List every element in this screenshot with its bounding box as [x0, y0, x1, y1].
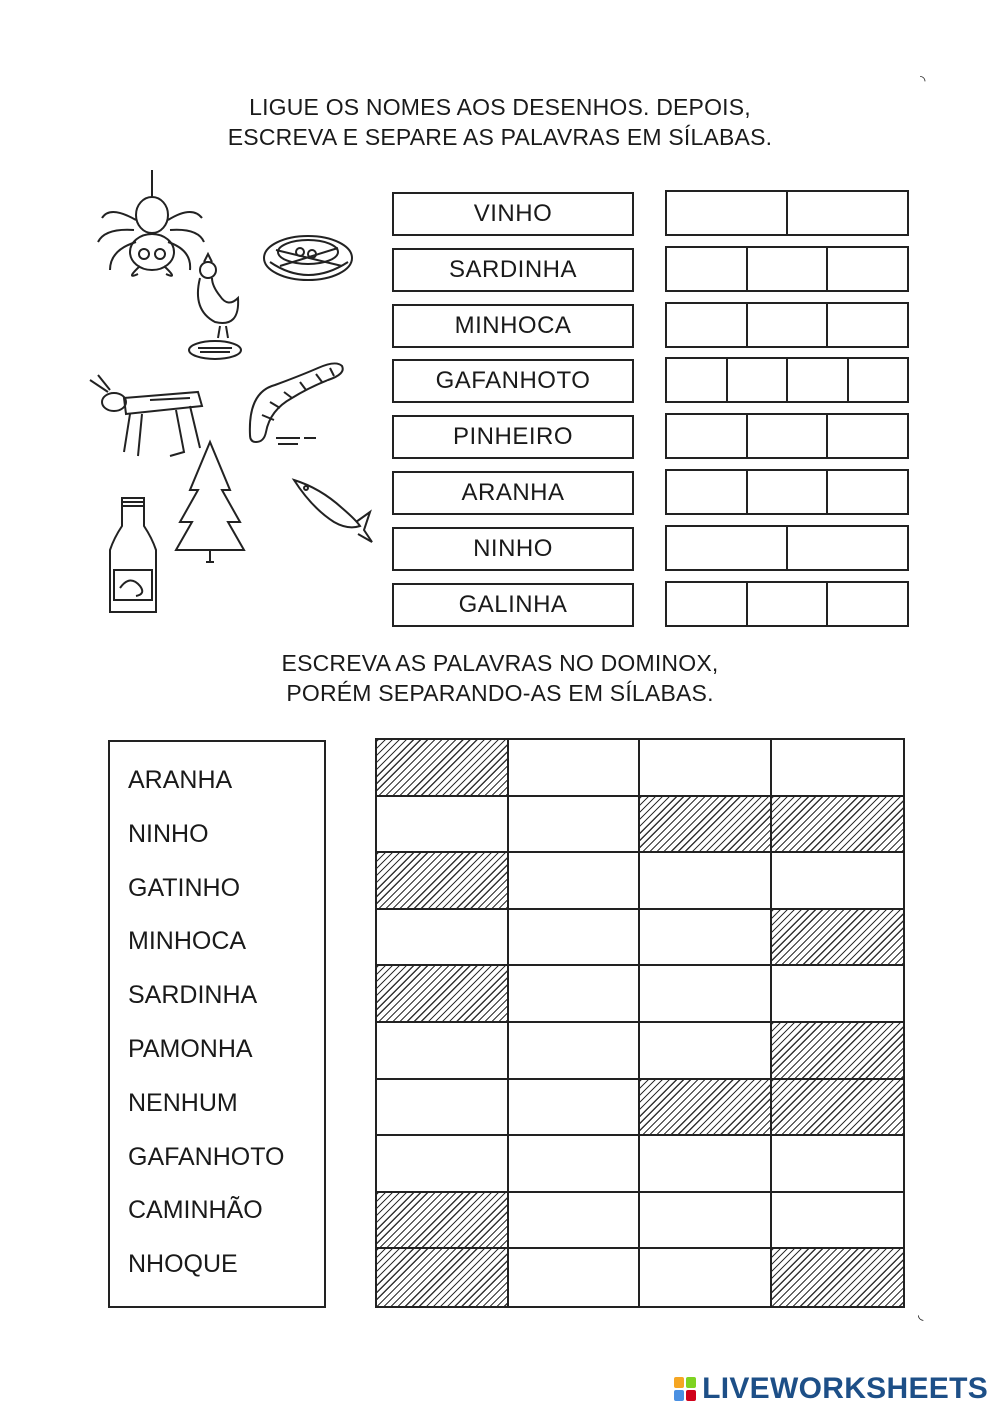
- syllable-input-cell[interactable]: [667, 304, 748, 346]
- syllable-input-cell[interactable]: [788, 359, 849, 401]
- list-item: PAMONHA: [128, 1034, 253, 1063]
- syllable-input-cell[interactable]: [667, 415, 748, 457]
- syllable-input-cell[interactable]: [828, 248, 907, 290]
- grid-input-cell[interactable]: [377, 797, 509, 854]
- syllable-row: [665, 190, 909, 236]
- list-item: ARANHA: [128, 766, 233, 794]
- logo-square: [674, 1390, 684, 1401]
- syllable-input-cell[interactable]: [828, 583, 907, 625]
- exercise-2-title-line-2: PORÉM SEPARANDO-AS EM SÍLABAS.: [286, 680, 714, 706]
- list-item: GATINHO: [128, 873, 241, 902]
- syllable-row: [665, 357, 909, 403]
- word-list: [108, 740, 326, 1308]
- word-box-vinho[interactable]: VINHO: [392, 192, 634, 236]
- word-box-gafanhoto[interactable]: GAFANHOTO: [392, 359, 634, 403]
- corner-mark-icon: ◝: [920, 72, 926, 88]
- list-item: MINHOCA: [128, 927, 247, 956]
- word-box-ninho[interactable]: NINHO: [392, 527, 634, 571]
- list-item: NINHO: [128, 819, 209, 848]
- grid-input-cell[interactable]: [640, 1136, 772, 1193]
- grid-input-cell[interactable]: [772, 966, 904, 1023]
- syllable-input-cell[interactable]: [667, 471, 748, 513]
- shaded-grid-cell: [772, 1023, 904, 1080]
- word-box-sardinha[interactable]: SARDINHA: [392, 248, 634, 292]
- grid-input-cell[interactable]: [509, 1193, 641, 1250]
- syllable-input-cell[interactable]: [728, 359, 789, 401]
- grid-input-cell[interactable]: [640, 1249, 772, 1306]
- grid-input-cell[interactable]: [509, 797, 641, 854]
- grid-input-cell[interactable]: [509, 1023, 641, 1080]
- liveworksheets-logo-icon: [674, 1377, 696, 1401]
- grid-input-cell[interactable]: [772, 853, 904, 910]
- syllable-input-cell[interactable]: [828, 304, 907, 346]
- exercise-2-title-line-1: ESCREVA AS PALAVRAS NO DOMINOX,: [281, 650, 719, 676]
- grid-input-cell[interactable]: [640, 1193, 772, 1250]
- pictures-area: [80, 170, 380, 630]
- syllable-input-cell[interactable]: [748, 415, 829, 457]
- shaded-grid-cell: [377, 740, 509, 797]
- grid-input-cell[interactable]: [509, 740, 641, 797]
- syllable-input-cell[interactable]: [667, 192, 788, 234]
- syllable-row: [665, 302, 909, 348]
- syllable-input-cell[interactable]: [748, 583, 829, 625]
- syllable-input-cell[interactable]: [748, 471, 829, 513]
- shaded-grid-cell: [772, 797, 904, 854]
- shaded-grid-cell: [640, 797, 772, 854]
- list-item: GAFANHOTO: [128, 1142, 285, 1171]
- syllable-input-cell[interactable]: [828, 471, 907, 513]
- shaded-grid-cell: [377, 853, 509, 910]
- word-box-minhoca[interactable]: MINHOCA: [392, 304, 634, 348]
- list-item: CAMINHÃO: [128, 1196, 263, 1225]
- corner-mark-icon: ◟: [918, 1306, 924, 1322]
- syllable-input-cell[interactable]: [667, 248, 748, 290]
- liveworksheets-logo: [674, 1372, 988, 1406]
- exercise-1-title: [0, 92, 1000, 152]
- grid-input-cell[interactable]: [509, 1249, 641, 1306]
- syllable-row: [665, 581, 909, 627]
- syllable-row: [665, 469, 909, 515]
- wine-bottle-icon[interactable]: [110, 498, 156, 612]
- logo-square: [686, 1377, 696, 1388]
- word-box-aranha[interactable]: ARANHA: [392, 471, 634, 515]
- shaded-grid-cell: [377, 1249, 509, 1306]
- list-item: NHOQUE: [128, 1250, 238, 1279]
- grid-input-cell[interactable]: [640, 853, 772, 910]
- grid-input-cell[interactable]: [509, 853, 641, 910]
- liveworksheets-text: LIVEWORKSHEETS: [702, 1372, 988, 1405]
- syllable-row: [665, 246, 909, 292]
- syllable-input-cell[interactable]: [849, 359, 908, 401]
- grid-input-cell[interactable]: [640, 910, 772, 967]
- list-item: SARDINHA: [128, 981, 258, 1010]
- syllable-input-cell[interactable]: [788, 192, 907, 234]
- syllable-input-cell[interactable]: [828, 415, 907, 457]
- syllable-input-cell[interactable]: [667, 583, 748, 625]
- grasshopper-icon[interactable]: [90, 375, 202, 456]
- hen-icon[interactable]: [189, 254, 241, 359]
- dominox-grid: [375, 738, 905, 1308]
- grid-input-cell[interactable]: [377, 1023, 509, 1080]
- grid-input-cell[interactable]: [377, 1136, 509, 1193]
- list-item: NENHUM: [128, 1088, 238, 1117]
- grid-input-cell[interactable]: [509, 1136, 641, 1193]
- exercise-1-title-line-2: ESCREVA E SEPARE AS PALAVRAS EM SÍLABAS.: [227, 124, 773, 150]
- spider-icon[interactable]: [98, 170, 204, 276]
- shaded-grid-cell: [772, 1080, 904, 1137]
- fish-icon[interactable]: [294, 480, 372, 542]
- grid-input-cell[interactable]: [509, 1080, 641, 1137]
- syllable-row: [665, 525, 909, 571]
- pine-tree-icon[interactable]: [176, 442, 244, 562]
- syllable-input-cell[interactable]: [748, 248, 829, 290]
- word-box-pinheiro[interactable]: PINHEIRO: [392, 415, 634, 459]
- grid-input-cell[interactable]: [509, 910, 641, 967]
- worm-icon[interactable]: [250, 363, 343, 444]
- shaded-grid-cell: [377, 966, 509, 1023]
- grid-input-cell[interactable]: [640, 966, 772, 1023]
- shaded-grid-cell: [377, 1193, 509, 1250]
- grid-input-cell[interactable]: [377, 1080, 509, 1137]
- nest-icon[interactable]: [264, 236, 352, 280]
- syllable-input-cell[interactable]: [788, 527, 907, 569]
- shaded-grid-cell: [640, 1080, 772, 1137]
- grid-input-cell[interactable]: [509, 966, 641, 1023]
- syllable-row: [665, 413, 909, 459]
- syllable-input-cell[interactable]: [667, 527, 788, 569]
- shaded-grid-cell: [772, 1249, 904, 1306]
- exercise-2-title: [0, 648, 1000, 708]
- syllable-input-cell[interactable]: [667, 359, 728, 401]
- grid-input-cell[interactable]: [772, 740, 904, 797]
- exercise-1-title-line-1: LIGUE OS NOMES AOS DESENHOS. DEPOIS,: [249, 94, 751, 120]
- grid-input-cell[interactable]: [772, 1193, 904, 1250]
- grid-input-cell[interactable]: [640, 740, 772, 797]
- logo-square: [674, 1377, 684, 1388]
- syllable-input-cell[interactable]: [748, 304, 829, 346]
- grid-input-cell[interactable]: [640, 1023, 772, 1080]
- logo-square: [686, 1390, 696, 1401]
- word-box-galinha[interactable]: GALINHA: [392, 583, 634, 627]
- shaded-grid-cell: [772, 910, 904, 967]
- grid-input-cell[interactable]: [772, 1136, 904, 1193]
- grid-input-cell[interactable]: [377, 910, 509, 967]
